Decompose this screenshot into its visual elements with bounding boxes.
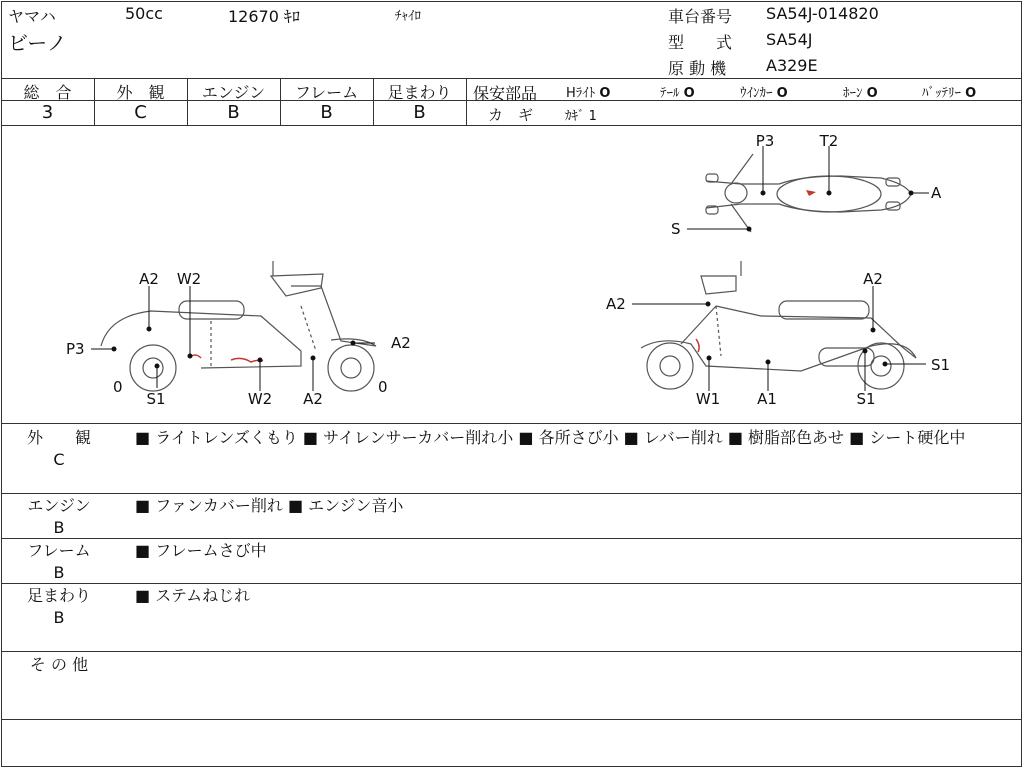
left-label-p3: P3 [66, 340, 85, 358]
section-engine-grade: B [53, 518, 65, 537]
grade-frame-value: B [320, 102, 333, 123]
engine-label: 原 動 機 [668, 59, 727, 78]
right-label-a2-rear: A2 [863, 270, 883, 288]
damage-diagram [1, 126, 1022, 423]
safety-winker-mark: O [776, 86, 788, 101]
left-label-a2-bottom: A2 [303, 390, 323, 408]
section-suspension-grade: B [53, 608, 65, 627]
safety-tail: ﾃｰﾙ O [660, 86, 695, 101]
mileage: 12670 ｷﾛ [228, 7, 300, 26]
section-other-label: そ の 他 [29, 655, 89, 674]
type-value: SA54J [766, 30, 813, 49]
safety-battery: ﾊﾞｯﾃﾘｰ O [922, 86, 977, 101]
right-label-s1: S1 [856, 390, 876, 408]
key-label: カ ギ [488, 106, 534, 124]
section-engine-label: エンジン [27, 496, 91, 515]
left-label-w2-top: W2 [176, 270, 202, 288]
safety-battery-mark: O [965, 86, 977, 101]
left-label-a2-front: A2 [391, 334, 411, 352]
top-label-s: S [671, 220, 681, 238]
section-exterior-text: ■ ライトレンズくもり ■ サイレンサーカバー削れ小 ■ 各所さび小 ■ レバー削れ ■ 樹脂部色あせ ■ シート硬化中 [135, 428, 966, 447]
left-label-w2-bottom: W2 [247, 390, 273, 408]
section-frame-grade: B [53, 563, 65, 582]
section-suspension-label: 足まわり [26, 586, 91, 605]
safety-headlight: Hﾗｲﾄ O [566, 86, 611, 101]
type-label: 型 式 [668, 33, 733, 52]
top-label-p3: P3 [755, 132, 775, 150]
grade-overall-label: 総 合 [23, 83, 72, 102]
grade-engine-label: エンジン [201, 83, 266, 102]
section-frame-label: フレーム [27, 541, 91, 560]
left-label-front-wheel: 0 [378, 378, 388, 396]
safety-winker: ｳｲﾝｶｰ O [740, 86, 788, 101]
safety-horn: ﾎｰﾝ O [843, 86, 878, 101]
section-exterior-label: 外 観 [26, 428, 91, 447]
color: ﾁｬｲﾛ [395, 9, 421, 24]
frame-no: SA54J-014820 [766, 4, 879, 23]
model-name: ビーノ [8, 31, 67, 55]
section-frame-text: ■ フレームさび中 [135, 541, 267, 560]
top-label-a: A [931, 184, 942, 202]
right-label-a2-front: A2 [606, 295, 626, 313]
right-label-s1-muffler: S1 [931, 356, 951, 374]
maker: ヤマハ [8, 7, 56, 26]
top-label-t2: T2 [819, 132, 839, 150]
grade-overall-value: 3 [41, 102, 54, 123]
safety-label: 保安部品 [473, 84, 538, 103]
grade-frame-label: フレーム [294, 83, 359, 102]
left-label-rear-wheel: 0 [113, 378, 123, 396]
right-label-a1: A1 [757, 390, 777, 408]
left-label-s1: S1 [146, 390, 166, 408]
damage-mark-right [696, 339, 699, 352]
safety-horn-mark: O [866, 86, 878, 101]
key-value: ｶｷﾞ 1 [565, 109, 597, 124]
displacement: 50cc [125, 4, 163, 23]
grade-suspension-label: 足まわり [387, 83, 452, 102]
engine-value: A329E [766, 56, 818, 75]
grade-suspension-value: B [413, 102, 426, 123]
section-engine-text: ■ ファンカバー削れ ■ エンジン音小 [135, 496, 404, 515]
grade-engine-value: B [227, 102, 240, 123]
grade-exterior-value: C [134, 102, 147, 123]
right-label-w1: W1 [695, 390, 721, 408]
grade-exterior-label: 外 観 [116, 83, 165, 102]
safety-headlight-mark: O [599, 86, 611, 101]
section-suspension-text: ■ ステムねじれ [135, 586, 251, 605]
safety-tail-mark: O [683, 86, 695, 101]
damage-mark-seat [806, 190, 816, 196]
left-label-a2-rear: A2 [139, 270, 159, 288]
frame-no-label: 車台番号 [668, 7, 733, 26]
section-exterior-grade: C [53, 450, 65, 469]
